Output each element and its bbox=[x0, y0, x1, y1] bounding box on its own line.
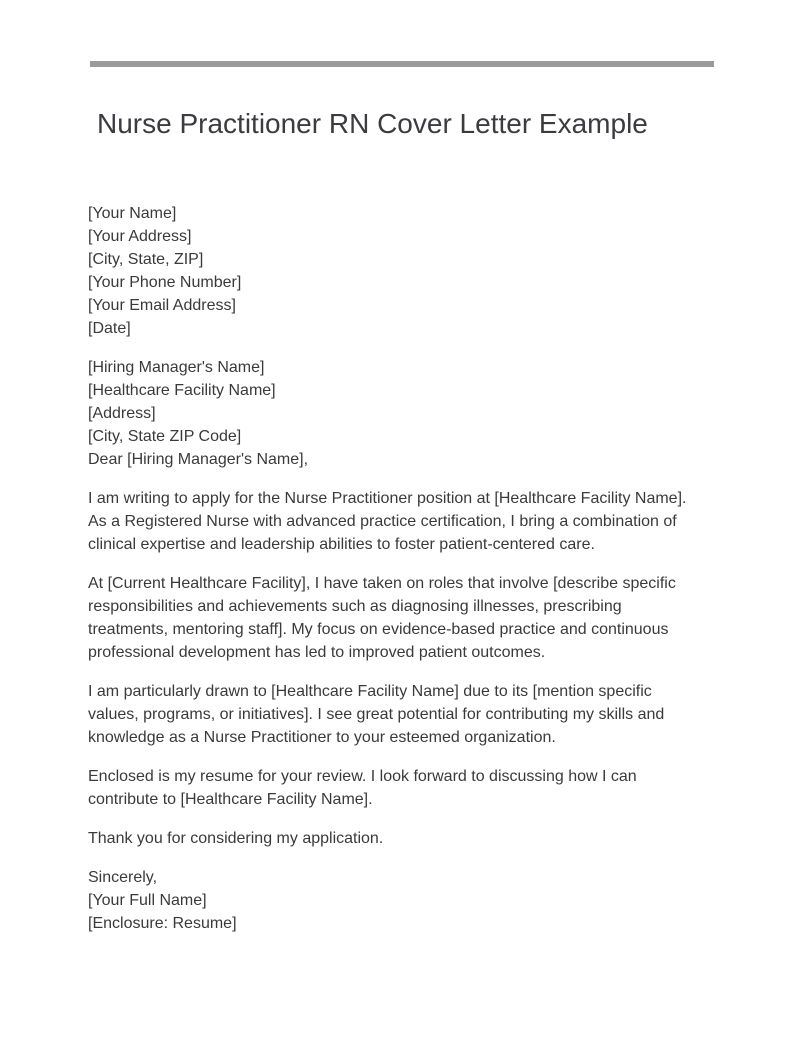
sign-off: Sincerely, bbox=[88, 869, 158, 886]
body-paragraph-thanks: Thank you for considering my application. bbox=[88, 830, 384, 847]
recipient-block bbox=[88, 356, 688, 471]
salutation: Dear [Hiring Manager's Name], bbox=[88, 451, 309, 468]
sender-address: [Your Address] bbox=[88, 228, 192, 245]
recipient-facility: [Healthcare Facility Name] bbox=[88, 382, 276, 399]
enclosure-note: [Enclosure: Resume] bbox=[88, 915, 237, 932]
sender-name: [Your Name] bbox=[88, 205, 177, 222]
sender-block bbox=[88, 202, 688, 340]
cover-letter bbox=[88, 202, 688, 951]
letter-date: [Date] bbox=[88, 320, 131, 337]
sender-email: [Your Email Address] bbox=[88, 297, 236, 314]
page-title: Nurse Practitioner RN Cover Letter Example bbox=[97, 108, 648, 139]
signer-name: [Your Full Name] bbox=[88, 892, 207, 909]
top-divider bbox=[90, 61, 714, 67]
sender-city-state-zip: [City, State, ZIP] bbox=[88, 251, 204, 268]
closing-block bbox=[88, 866, 688, 935]
recipient-city-state-zip: [City, State ZIP Code] bbox=[88, 428, 242, 445]
body-paragraph-motivation: I am particularly drawn to [Healthcare Facility Name] due to its [mention specific values, programs, or initiatives]. I see great potential for contributing my skills and knowledge as a Nurse Practitioner to your esteemed organization. bbox=[88, 683, 665, 746]
sender-phone: [Your Phone Number] bbox=[88, 274, 242, 291]
recipient-address: [Address] bbox=[88, 405, 156, 422]
body-paragraph-experience: At [Current Healthcare Facility], I have taken on roles that involve [describe specific responsibilities and achievements such as diagnosing illnesses, prescribing treatments, mentoring staff]. My focus on evidence-based practice and continuous professional development has led to improved patient outcomes. bbox=[88, 575, 676, 661]
body-paragraph-enclosure: Enclosed is my resume for your review. I look forward to discussing how I can contribute to [Healthcare Facility Name]. bbox=[88, 768, 637, 808]
body-paragraph-intro: I am writing to apply for the Nurse Practitioner position at [Healthcare Facility Name]. As a Registered Nurse with advanced practice certification, I bring a combination of clinical expertise and leadership abilities to foster patient-centered care. bbox=[88, 490, 687, 553]
recipient-name: [Hiring Manager's Name] bbox=[88, 359, 265, 376]
